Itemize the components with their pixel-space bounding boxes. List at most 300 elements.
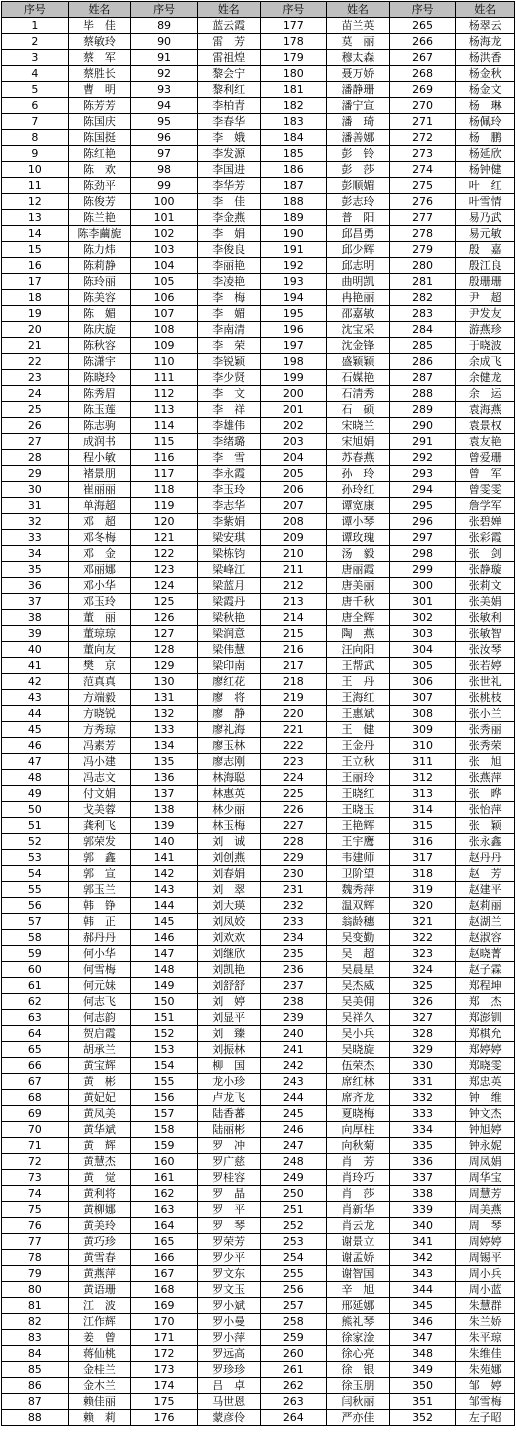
seq-cell: 63 xyxy=(2,1010,69,1026)
table-row xyxy=(2,1234,515,1250)
name-cell: 刘舒舒 xyxy=(197,978,260,994)
name-cell: 宋旭娟 xyxy=(327,434,390,450)
seq-cell: 113 xyxy=(131,402,198,418)
seq-cell: 322 xyxy=(389,930,456,946)
table-row xyxy=(2,130,515,146)
table-row xyxy=(2,1122,515,1138)
name-cell: 黎会宁 xyxy=(197,66,260,82)
table-row xyxy=(2,1090,515,1106)
seq-cell: 49 xyxy=(2,786,69,802)
name-cell: 潘 琦 xyxy=(327,114,390,130)
name-cell: 杨洪香 xyxy=(456,50,515,66)
seq-cell: 226 xyxy=(260,802,327,818)
name-cell: 邵嘉敏 xyxy=(327,306,390,322)
name-cell: 蔡 军 xyxy=(68,50,131,66)
name-cell: 潘宁宣 xyxy=(327,98,390,114)
seq-cell: 131 xyxy=(131,690,198,706)
name-cell: 邓玉玲 xyxy=(68,594,131,610)
name-cell: 石清秀 xyxy=(327,386,390,402)
table-row xyxy=(2,50,515,66)
name-cell: 张敏利 xyxy=(456,610,515,626)
name-cell: 杨钟健 xyxy=(456,162,515,178)
seq-cell: 254 xyxy=(260,1250,327,1266)
table-row xyxy=(2,1106,515,1122)
name-cell: 袁友艳 xyxy=(456,434,515,450)
seq-cell: 16 xyxy=(2,258,69,274)
name-cell: 陈晓玲 xyxy=(68,370,131,386)
name-cell: 莫 丽 xyxy=(327,34,390,50)
seq-cell: 9 xyxy=(2,146,69,162)
seq-cell: 306 xyxy=(389,674,456,690)
seq-cell: 284 xyxy=(389,322,456,338)
name-cell: 罗桂容 xyxy=(197,1170,260,1186)
name-cell: 罗 琴 xyxy=(197,1218,260,1234)
name-cell: 杨海龙 xyxy=(456,34,515,50)
seq-cell: 52 xyxy=(2,834,69,850)
seq-cell: 296 xyxy=(389,514,456,530)
name-cell: 何元妹 xyxy=(68,978,131,994)
name-cell: 苗兰英 xyxy=(327,18,390,34)
seq-cell: 149 xyxy=(131,978,198,994)
table-row xyxy=(2,450,515,466)
name-cell: 梁蓝月 xyxy=(197,578,260,594)
seq-cell: 279 xyxy=(389,242,456,258)
name-cell: 潘善娜 xyxy=(327,130,390,146)
seq-cell: 214 xyxy=(260,610,327,626)
name-cell: 李 佳 xyxy=(197,194,260,210)
seq-cell: 291 xyxy=(389,434,456,450)
name-cell: 方秀琼 xyxy=(68,722,131,738)
name-cell: 陆丽彬 xyxy=(197,1122,260,1138)
name-cell: 李俊良 xyxy=(197,242,260,258)
name-cell: 唐全辉 xyxy=(327,610,390,626)
table-row xyxy=(2,34,515,50)
header-seq-1: 序号 xyxy=(2,2,69,18)
name-cell: 曾 军 xyxy=(456,466,515,482)
seq-cell: 197 xyxy=(260,338,327,354)
name-cell: 王艳辉 xyxy=(327,818,390,834)
name-cell: 夏晓梅 xyxy=(327,1106,390,1122)
name-cell: 李 荣 xyxy=(197,338,260,354)
seq-cell: 210 xyxy=(260,546,327,562)
seq-cell: 184 xyxy=(260,130,327,146)
name-cell: 张莉文 xyxy=(456,578,515,594)
name-cell: 褚景朋 xyxy=(68,466,131,482)
seq-cell: 161 xyxy=(131,1170,198,1186)
seq-cell: 205 xyxy=(260,466,327,482)
name-cell: 梁伟慧 xyxy=(197,642,260,658)
seq-cell: 13 xyxy=(2,210,69,226)
seq-cell: 351 xyxy=(389,1394,456,1410)
name-cell: 邓冬梅 xyxy=(68,530,131,546)
name-cell: 陈俊芳 xyxy=(68,194,131,210)
name-cell: 张 旭 xyxy=(456,754,515,770)
name-cell: 黄语珊 xyxy=(68,1282,131,1298)
name-cell: 王丽玲 xyxy=(327,770,390,786)
name-cell: 黄 辉 xyxy=(68,1138,131,1154)
name-cell: 陈 欢 xyxy=(68,162,131,178)
seq-cell: 168 xyxy=(131,1282,198,1298)
name-cell: 赵丹丹 xyxy=(456,850,515,866)
seq-cell: 72 xyxy=(2,1154,69,1170)
name-cell: 郭 宣 xyxy=(68,866,131,882)
name-cell: 李柏青 xyxy=(197,98,260,114)
seq-cell: 217 xyxy=(260,658,327,674)
seq-cell: 112 xyxy=(131,386,198,402)
seq-cell: 340 xyxy=(389,1218,456,1234)
name-cell: 林惠英 xyxy=(197,786,260,802)
name-cell: 黄 觉 xyxy=(68,1170,131,1186)
seq-cell: 167 xyxy=(131,1266,198,1282)
name-cell: 董琼琼 xyxy=(68,626,131,642)
seq-cell: 74 xyxy=(2,1186,69,1202)
seq-cell: 111 xyxy=(131,370,198,386)
seq-cell: 186 xyxy=(260,162,327,178)
name-cell: 熊礼琴 xyxy=(327,1314,390,1330)
table-row xyxy=(2,722,515,738)
name-cell: 黄巧珍 xyxy=(68,1234,131,1250)
seq-cell: 314 xyxy=(389,802,456,818)
seq-cell: 97 xyxy=(131,146,198,162)
seq-cell: 145 xyxy=(131,914,198,930)
seq-cell: 268 xyxy=(389,66,456,82)
seq-cell: 289 xyxy=(389,402,456,418)
name-cell: 黎利红 xyxy=(197,82,260,98)
table-row xyxy=(2,194,515,210)
name-cell: 陈玲丽 xyxy=(68,274,131,290)
name-cell: 邹雪梅 xyxy=(456,1394,515,1410)
seq-cell: 67 xyxy=(2,1074,69,1090)
seq-cell: 165 xyxy=(131,1234,198,1250)
name-cell: 赵子霖 xyxy=(456,962,515,978)
seq-cell: 17 xyxy=(2,274,69,290)
seq-cell: 187 xyxy=(260,178,327,194)
name-cell: 李金燕 xyxy=(197,210,260,226)
name-cell: 罗 冲 xyxy=(197,1138,260,1154)
seq-cell: 90 xyxy=(131,34,198,50)
seq-cell: 192 xyxy=(260,258,327,274)
name-cell: 曲明凯 xyxy=(327,274,390,290)
seq-cell: 153 xyxy=(131,1042,198,1058)
seq-cell: 209 xyxy=(260,530,327,546)
name-cell: 刘春娟 xyxy=(197,866,260,882)
seq-cell: 218 xyxy=(260,674,327,690)
seq-cell: 195 xyxy=(260,306,327,322)
table-row xyxy=(2,866,515,882)
name-cell: 张怡萍 xyxy=(456,802,515,818)
name-cell: 王 健 xyxy=(327,722,390,738)
name-cell: 李紫娟 xyxy=(197,514,260,530)
name-cell: 张 剑 xyxy=(456,546,515,562)
seq-cell: 293 xyxy=(389,466,456,482)
name-cell: 龚利飞 xyxy=(68,818,131,834)
seq-cell: 108 xyxy=(131,322,198,338)
table-row xyxy=(2,418,515,434)
seq-cell: 263 xyxy=(260,1394,327,1410)
name-cell: 游燕珍 xyxy=(456,322,515,338)
table-row xyxy=(2,322,515,338)
name-cell: 黄燕萍 xyxy=(68,1266,131,1282)
seq-cell: 11 xyxy=(2,178,69,194)
seq-cell: 304 xyxy=(389,642,456,658)
seq-cell: 24 xyxy=(2,386,69,402)
name-cell: 方端毅 xyxy=(68,690,131,706)
seq-cell: 180 xyxy=(260,66,327,82)
table-row xyxy=(2,514,515,530)
seq-cell: 244 xyxy=(260,1090,327,1106)
table-row xyxy=(2,226,515,242)
name-cell: 邱昌勇 xyxy=(327,226,390,242)
seq-cell: 172 xyxy=(131,1346,198,1362)
name-cell: 陈美容 xyxy=(68,290,131,306)
name-cell: 杨 鹏 xyxy=(456,130,515,146)
name-cell: 雷祖煌 xyxy=(197,50,260,66)
table-row xyxy=(2,802,515,818)
name-cell: 金木兰 xyxy=(68,1378,131,1394)
name-cell: 左子昭 xyxy=(456,1410,515,1426)
name-cell: 肖新华 xyxy=(327,1202,390,1218)
name-cell: 郑忠英 xyxy=(456,1074,515,1090)
name-cell: 黄宝辉 xyxy=(68,1058,131,1074)
seq-cell: 302 xyxy=(389,610,456,626)
seq-cell: 143 xyxy=(131,882,198,898)
name-cell: 黄 彬 xyxy=(68,1074,131,1090)
seq-cell: 308 xyxy=(389,706,456,722)
name-cell: 余 运 xyxy=(456,386,515,402)
table-row xyxy=(2,1218,515,1234)
table-row xyxy=(2,1282,515,1298)
seq-cell: 118 xyxy=(131,482,198,498)
seq-cell: 330 xyxy=(389,1058,456,1074)
seq-cell: 30 xyxy=(2,482,69,498)
table-row xyxy=(2,1298,515,1314)
seq-cell: 333 xyxy=(389,1106,456,1122)
name-cell: 周小蓝 xyxy=(456,1282,515,1298)
name-cell: 罗 平 xyxy=(197,1202,260,1218)
name-cell: 曹 明 xyxy=(68,82,131,98)
seq-cell: 64 xyxy=(2,1026,69,1042)
seq-cell: 1 xyxy=(2,18,69,34)
name-cell: 李春华 xyxy=(197,114,260,130)
seq-cell: 298 xyxy=(389,546,456,562)
seq-cell: 282 xyxy=(389,290,456,306)
seq-cell: 223 xyxy=(260,754,327,770)
name-cell: 陈莉静 xyxy=(68,258,131,274)
seq-cell: 234 xyxy=(260,930,327,946)
table-row xyxy=(2,1314,515,1330)
seq-cell: 211 xyxy=(260,562,327,578)
name-cell: 冯素芳 xyxy=(68,738,131,754)
name-cell: 赵 芳 xyxy=(456,866,515,882)
name-cell: 方晓锐 xyxy=(68,706,131,722)
name-cell: 席红林 xyxy=(327,1074,390,1090)
name-cell: 廖红花 xyxy=(197,674,260,690)
seq-cell: 141 xyxy=(131,850,198,866)
name-cell: 易元敏 xyxy=(456,226,515,242)
name-cell: 温双辉 xyxy=(327,898,390,914)
name-cell: 肖 莎 xyxy=(327,1186,390,1202)
name-cell: 陈国挺 xyxy=(68,130,131,146)
name-cell: 陈芳芳 xyxy=(68,98,131,114)
name-cell: 廖玉林 xyxy=(197,738,260,754)
name-cell: 徐家淦 xyxy=(327,1330,390,1346)
table-row xyxy=(2,1378,515,1394)
seq-cell: 162 xyxy=(131,1186,198,1202)
seq-cell: 18 xyxy=(2,290,69,306)
name-cell: 梁印南 xyxy=(197,658,260,674)
table-row xyxy=(2,834,515,850)
name-cell: 李凌艳 xyxy=(197,274,260,290)
seq-cell: 343 xyxy=(389,1266,456,1282)
name-cell: 李 梅 xyxy=(197,290,260,306)
table-row xyxy=(2,994,515,1010)
name-cell: 江作辉 xyxy=(68,1314,131,1330)
seq-cell: 194 xyxy=(260,290,327,306)
table-row xyxy=(2,1394,515,1410)
name-cell: 杨佩玲 xyxy=(456,114,515,130)
seq-cell: 190 xyxy=(260,226,327,242)
name-cell: 翁龄穗 xyxy=(327,914,390,930)
seq-cell: 169 xyxy=(131,1298,198,1314)
seq-cell: 7 xyxy=(2,114,69,130)
seq-cell: 120 xyxy=(131,514,198,530)
name-cell: 谭玫瑰 xyxy=(327,530,390,546)
name-cell: 邓 金 xyxy=(68,546,131,562)
name-cell: 李丽艳 xyxy=(197,258,260,274)
seq-cell: 128 xyxy=(131,642,198,658)
name-cell: 赖 莉 xyxy=(68,1410,131,1426)
name-cell: 尹发友 xyxy=(456,306,515,322)
name-cell: 邢延娜 xyxy=(327,1298,390,1314)
seq-cell: 292 xyxy=(389,450,456,466)
seq-cell: 115 xyxy=(131,434,198,450)
seq-cell: 286 xyxy=(389,354,456,370)
name-cell: 袁海燕 xyxy=(456,402,515,418)
name-cell: 易乃武 xyxy=(456,210,515,226)
name-cell: 汤 毅 xyxy=(327,546,390,562)
seq-cell: 221 xyxy=(260,722,327,738)
seq-cell: 251 xyxy=(260,1202,327,1218)
name-cell: 梁栋钧 xyxy=(197,546,260,562)
name-cell: 吴杰威 xyxy=(327,978,390,994)
seq-cell: 216 xyxy=(260,642,327,658)
seq-cell: 278 xyxy=(389,226,456,242)
seq-cell: 41 xyxy=(2,658,69,674)
table-row xyxy=(2,290,515,306)
name-cell: 陈秋容 xyxy=(68,338,131,354)
table-row xyxy=(2,1154,515,1170)
seq-cell: 40 xyxy=(2,642,69,658)
name-cell: 郑晓雯 xyxy=(456,1058,515,1074)
seq-cell: 171 xyxy=(131,1330,198,1346)
name-cell: 罗文玉 xyxy=(197,1282,260,1298)
name-cell: 吴小兵 xyxy=(327,1026,390,1042)
seq-cell: 344 xyxy=(389,1282,456,1298)
seq-cell: 276 xyxy=(389,194,456,210)
name-cell: 刘创燕 xyxy=(197,850,260,866)
name-cell: 何小华 xyxy=(68,946,131,962)
name-cell: 赖佳丽 xyxy=(68,1394,131,1410)
name-cell: 孙玲红 xyxy=(327,482,390,498)
seq-cell: 164 xyxy=(131,1218,198,1234)
seq-cell: 147 xyxy=(131,946,198,962)
table-row xyxy=(2,1058,515,1074)
name-cell: 尹 超 xyxy=(456,290,515,306)
seq-cell: 272 xyxy=(389,130,456,146)
seq-cell: 50 xyxy=(2,802,69,818)
name-cell: 殷 嘉 xyxy=(456,242,515,258)
seq-cell: 345 xyxy=(389,1298,456,1314)
name-cell: 孙 玲 xyxy=(327,466,390,482)
name-cell: 黄柳娜 xyxy=(68,1202,131,1218)
seq-cell: 75 xyxy=(2,1202,69,1218)
seq-cell: 305 xyxy=(389,658,456,674)
seq-cell: 53 xyxy=(2,850,69,866)
name-cell: 王 丹 xyxy=(327,674,390,690)
name-cell: 刘 翠 xyxy=(197,882,260,898)
name-cell: 余成飞 xyxy=(456,354,515,370)
name-cell: 彭顺媚 xyxy=(327,178,390,194)
table-row xyxy=(2,1170,515,1186)
table-row xyxy=(2,258,515,274)
name-cell: 王晓红 xyxy=(327,786,390,802)
name-cell: 李南清 xyxy=(197,322,260,338)
seq-cell: 35 xyxy=(2,562,69,578)
table-row xyxy=(2,930,515,946)
seq-cell: 346 xyxy=(389,1314,456,1330)
seq-cell: 106 xyxy=(131,290,198,306)
name-cell: 王晓玉 xyxy=(327,802,390,818)
seq-cell: 191 xyxy=(260,242,327,258)
name-cell: 谢景立 xyxy=(327,1234,390,1250)
table-row xyxy=(2,738,515,754)
seq-cell: 231 xyxy=(260,882,327,898)
seq-cell: 58 xyxy=(2,930,69,946)
name-cell: 郝丹丹 xyxy=(68,930,131,946)
name-cell: 卫阶望 xyxy=(327,866,390,882)
seq-cell: 228 xyxy=(260,834,327,850)
name-cell: 李志华 xyxy=(197,498,260,514)
seq-cell: 325 xyxy=(389,978,456,994)
seq-cell: 189 xyxy=(260,210,327,226)
name-cell: 王帮武 xyxy=(327,658,390,674)
seq-cell: 341 xyxy=(389,1234,456,1250)
name-cell: 陈庆旋 xyxy=(68,322,131,338)
seq-cell: 56 xyxy=(2,898,69,914)
name-cell: 崔丽丽 xyxy=(68,482,131,498)
table-row xyxy=(2,754,515,770)
seq-cell: 152 xyxy=(131,1026,198,1042)
seq-cell: 14 xyxy=(2,226,69,242)
seq-cell: 337 xyxy=(389,1170,456,1186)
name-cell: 陈兰艳 xyxy=(68,210,131,226)
seq-cell: 327 xyxy=(389,1010,456,1026)
name-cell: 闫秋丽 xyxy=(327,1394,390,1410)
name-cell: 杨金文 xyxy=(456,82,515,98)
name-cell: 郑 杰 xyxy=(456,994,515,1010)
seq-cell: 37 xyxy=(2,594,69,610)
name-cell: 陈国庆 xyxy=(68,114,131,130)
name-cell: 汪向阳 xyxy=(327,642,390,658)
name-cell: 张燕萍 xyxy=(456,770,515,786)
seq-cell: 84 xyxy=(2,1346,69,1362)
seq-cell: 188 xyxy=(260,194,327,210)
name-cell: 杨金秋 xyxy=(456,66,515,82)
name-cell: 李 娟 xyxy=(197,226,260,242)
name-cell: 周华宝 xyxy=(456,1170,515,1186)
seq-cell: 177 xyxy=(260,18,327,34)
name-cell: 李绪璐 xyxy=(197,434,260,450)
